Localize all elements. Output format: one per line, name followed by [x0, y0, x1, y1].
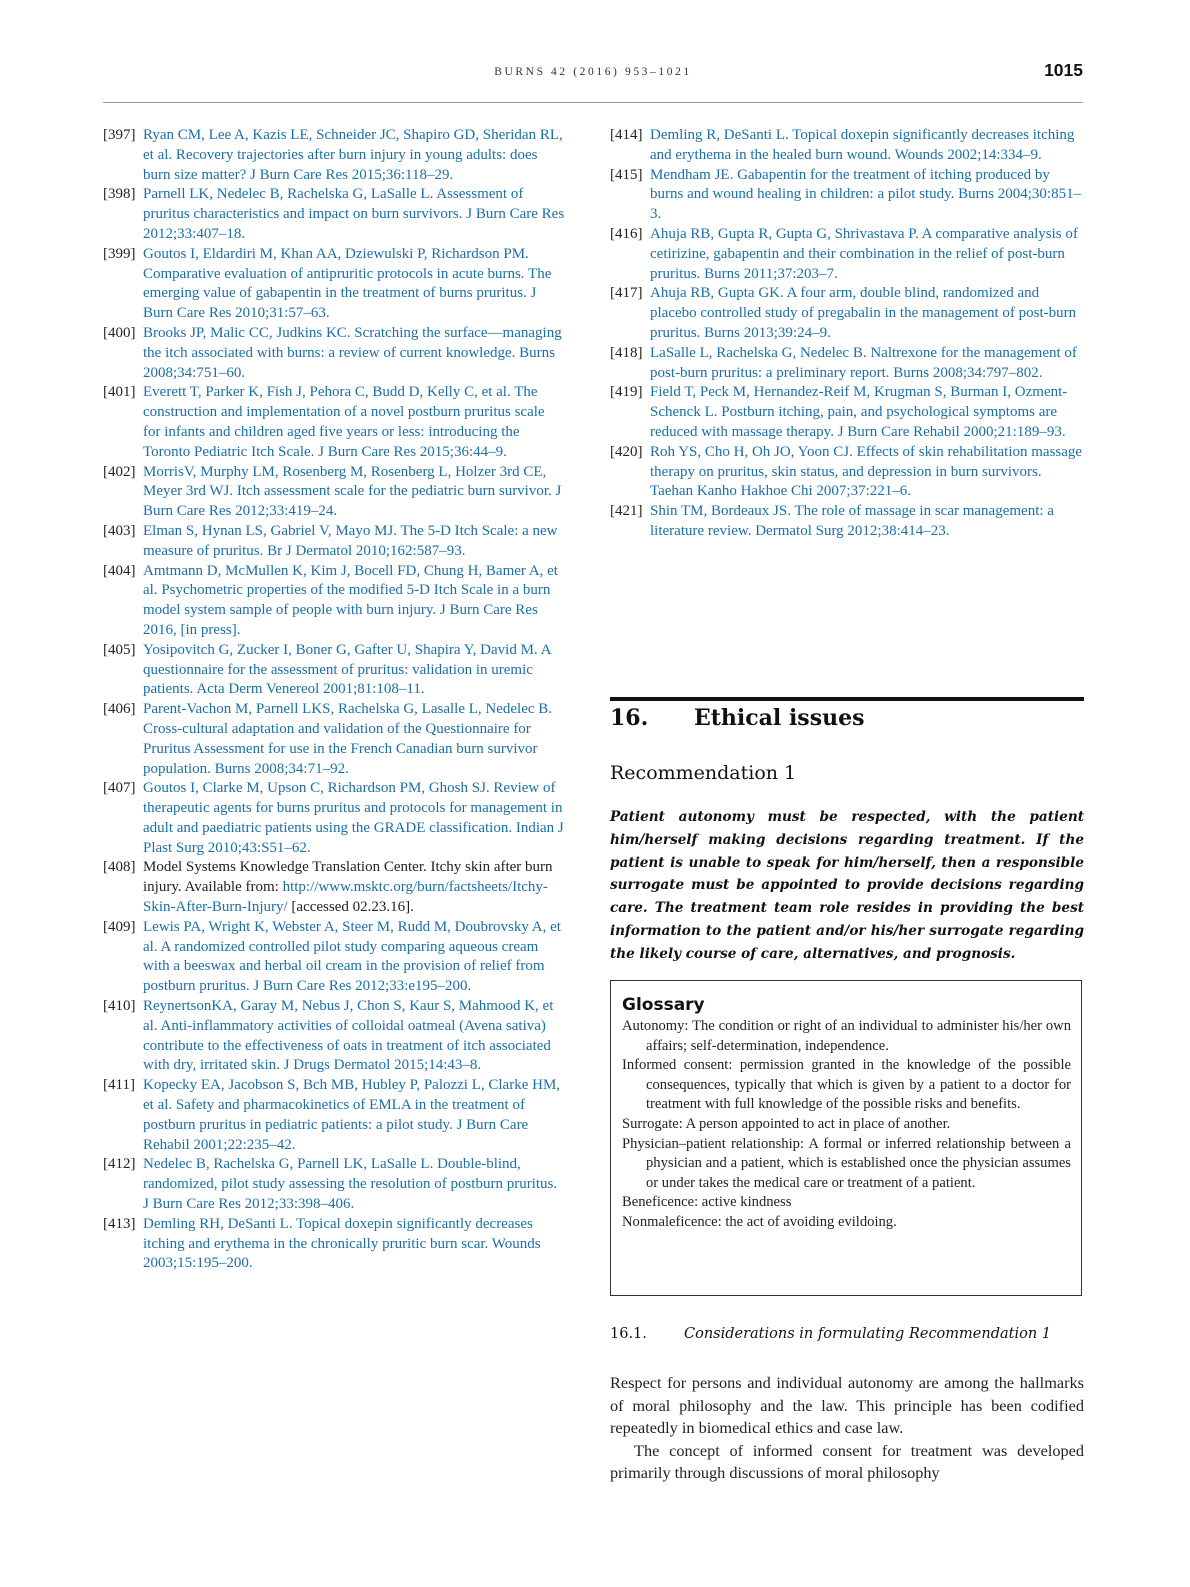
reference-item — [103, 700, 565, 779]
reference-text[interactable]: Nedelec B, Rachelska G, Parnell LK, LaSalle L. Double-blind, randomized, pilot study assessing the resolution of postburn pruritus. J Burn Care Res 2012;33:398–406. — [143, 1156, 558, 1213]
reference-item — [103, 562, 565, 641]
body-paragraph: Respect for persons and individual autonomy are among the hallmarks of moral philosophy and the law. This principle has been codified repeatedly in biomedical ethics and case law. — [610, 1373, 1084, 1437]
reference-text[interactable]: Elman S, Hynan LS, Gabriel V, Mayo MJ. The 5-D Itch Scale: a new measure of pruritus. Br J Dermatol 2010;162:587–93. — [143, 522, 558, 559]
reference-number: [401] — [103, 384, 136, 401]
reference-text[interactable]: Goutos I, Clarke M, Upson C, Richardson PM, Ghosh SJ. Review of therapeutic agents for burns pruritus and protocols for management in adult and paediatric patients using the GRADE classification. Indian J Plast Surg 2010;43:S51–62. — [143, 780, 564, 856]
reference-text[interactable]: LaSalle L, Rachelska G, Nedelec B. Naltrexone for the management of post-burn pruritus: a preliminary report. Burns 2008;34:797–802. — [650, 344, 1077, 381]
reference-item — [103, 463, 565, 522]
reference-item — [610, 383, 1084, 442]
glossary-entry: Nonmaleficence: the act of avoiding evildoing. — [622, 1213, 897, 1230]
subsection-title: Considerations in formulating Recommendation 1 — [684, 1326, 1052, 1342]
reference-number: [417] — [610, 285, 643, 302]
reference-number: [414] — [610, 127, 643, 143]
reference-text[interactable]: Mendham JE. Gabapentin for the treatment of itching produced by burns and wound healing in children: a pilot study. Burns 2004;30:851–3. — [650, 166, 1082, 223]
reference-number: [409] — [103, 918, 136, 935]
reference-number: [403] — [103, 522, 136, 539]
reference-text[interactable]: Field T, Peck M, Hernandez-Reif M, Krugman S, Burman I, Ozment-Schenck L. Postburn itching, pain, and psychological symptoms are reduced with massage therapy. J Burn Care Rehabil 2000;21:189–93. — [650, 384, 1068, 440]
reference-text[interactable]: Ahuja RB, Gupta R, Gupta G, Shrivastava P. A comparative analysis of cetirizine, gabapentin and their combination in the relief of post-burn pruritus. Burns 2011;37:203–7. — [650, 225, 1078, 282]
reference-item — [103, 383, 565, 462]
reference-number: [411] — [103, 1077, 135, 1094]
section-number: 16. — [610, 705, 649, 731]
reference-number: [418] — [610, 344, 643, 361]
reference-number: [397] — [103, 127, 136, 143]
reference-number: [410] — [103, 998, 136, 1015]
reference-number: [405] — [103, 641, 136, 658]
reference-text[interactable]: Parnell LK, Nedelec B, Rachelska G, LaSalle L. Assessment of pruritus characteristics and impact on burn survivors. J Burn Care Res 2012;33:407–18. — [143, 186, 565, 242]
reference-item — [103, 126, 565, 185]
reference-number: [416] — [610, 225, 643, 242]
reference-text[interactable]: Demling R, DeSanti L. Topical doxepin significantly decreases itching and erythema in the healed burn wound. Wounds 2002;14:334–9. — [650, 127, 1075, 163]
reference-text[interactable]: Lewis PA, Wright K, Webster A, Steer M, Rudd M, Doubrovsky A, et al. A randomized controlled pilot study comparing aqueous cream with a beeswax and herbal oil cream in the provision of relief from postburn pruritus. J Burn Care Res 2012;33:e195–200. — [143, 918, 561, 995]
glossary-box — [610, 980, 1082, 1296]
reference-item — [103, 918, 565, 997]
reference-text[interactable]: Goutos I, Eldardiri M, Khan AA, Dziewulski P, Richardson PM. Comparative evaluation of antipruritic protocols in acute burns. The emerging value of gabapentin in the treatment of burns pruritus. J Burn Care Res 2010;31:57–63. — [143, 245, 552, 322]
reference-text: Model Systems Knowledge Translation Center. Itchy skin after burn injury. Available from: — [143, 859, 553, 896]
reference-text[interactable]: Amtmann D, McMullen K, Kim J, Bocell FD, Chung H, Bamer A, et al. Psychometric properties of the modified 5-D Itch Scale in a burn model system sample of people with burn injury. J Burn Care Res 2016, [in press]. — [143, 562, 558, 638]
page-number: 1015 — [1044, 60, 1083, 80]
reference-text[interactable]: Everett T, Parker K, Fish J, Pehora C, Budd D, Kelly C, et al. The construction and implementation of a novel postburn pruritus scale for infants and children aged five years or less: introducing the Toronto Pediatric Itch Scale. J Burn Care Res 2015;36:44–9. — [143, 384, 545, 460]
journal-citation: BURNS 42 (2016) 953–1021 — [494, 66, 692, 78]
reference-text[interactable]: Shin TM, Bordeaux JS. The role of massage in scar management: a literature review. Dermatol Surg 2012;38:414–23. — [650, 503, 1054, 539]
reference-item — [610, 502, 1084, 542]
reference-item — [103, 522, 565, 562]
reference-list-right — [610, 126, 1084, 542]
glossary-entry: Informed consent: permission granted in the knowledge of the possible consequences, typically that which is given by a patient to a doctor for treatment with full knowledge of the possible risks and benefits. — [622, 1057, 1071, 1113]
glossary-entry: Physician–patient relationship: A formal or inferred relationship between a physician and a patient, which is established once the physician assumes or under takes the medical care or treatment of a patient. — [622, 1135, 1071, 1191]
reference-text[interactable]: MorrisV, Murphy LM, Rosenberg M, Rosenberg L, Holzer 3rd CE, Meyer 3rd WJ. Itch assessment scale for the pediatric burn survivor. J Burn Care Res 2012;33:419–24. — [143, 463, 562, 520]
reference-number: [400] — [103, 324, 136, 341]
reference-number: [413] — [103, 1215, 136, 1232]
reference-item — [610, 344, 1084, 384]
glossary-entry: Surrogate: A person appointed to act in place of another. — [622, 1115, 951, 1132]
reference-text[interactable]: Kopecky EA, Jacobson S, Bch MB, Hubley P, Palozzi L, Clarke HM, et al. Safety and pharmacokinetics of EMLA in the treatment of postburn pruritus in pediatric patients: a pilot study. J Burn Care Rehabil 2001;22:235–42. — [143, 1077, 561, 1153]
reference-text[interactable]: Demling RH, DeSanti L. Topical doxepin significantly decreases itching and erythema in the chronically pruritic burn scar. Wounds 2003;15:195–200. — [143, 1215, 541, 1272]
reference-text[interactable]: Brooks JP, Malic CC, Judkins KC. Scratching the surface—managing the itch associated with burns: a review of current knowledge. Burns 2008;34:751–60. — [143, 324, 562, 381]
reference-item — [103, 997, 565, 1076]
reference-item — [103, 245, 565, 324]
reference-text[interactable]: Parent-Vachon M, Parnell LKS, Rachelska G, Lasalle L, Nedelec B. Cross-cultural adaptation and validation of the Questionnaire for Pruritus Assessment for use in the French Canadian burn survivor population. Burns 2008;34:71–92. — [143, 701, 553, 777]
reference-number: [402] — [103, 463, 136, 480]
section-heading — [610, 705, 864, 731]
reference-item — [103, 641, 565, 700]
section-title: Ethical issues — [694, 705, 865, 731]
reference-text[interactable]: ReynertsonKA, Garay M, Nebus J, Chon S, Kaur S, Mahmood K, et al. Anti-inflammatory activities of colloidal oatmeal (Avena sativa) contribute to the effectiveness of oats in treatment of itch associated with dry, irritated skin. J Drugs Dermatol 2015;14:43–8. — [143, 998, 554, 1074]
reference-item — [103, 779, 565, 858]
reference-number: [407] — [103, 780, 136, 797]
reference-access-note: [accessed 02.23.16]. — [287, 899, 414, 916]
reference-number: [420] — [610, 443, 643, 460]
glossary-entry: Beneficence: active kindness — [622, 1194, 792, 1211]
running-header — [103, 58, 1083, 103]
reference-number: [415] — [610, 166, 643, 183]
reference-text[interactable]: Ryan CM, Lee A, Kazis LE, Schneider JC, Shapiro GD, Sheridan RL, et al. Recovery trajectories after burn injury in young adults: does burn size matter? J Burn Care Res 2015;36:118–29. — [143, 127, 563, 183]
recommendation-title: Recommendation 1 — [610, 762, 797, 784]
body-text — [610, 1372, 1084, 1485]
reference-item — [610, 126, 1084, 166]
reference-number: [404] — [103, 562, 136, 579]
reference-item — [103, 1215, 565, 1274]
reference-item — [610, 443, 1084, 502]
reference-number: [412] — [103, 1156, 136, 1173]
reference-item — [103, 185, 565, 244]
reference-item — [610, 225, 1084, 284]
reference-text[interactable]: Ahuja RB, Gupta GK. A four arm, double blind, randomized and placebo controlled study of pregabalin in the management of post-burn pruritus. Burns 2013;39:24–9. — [650, 285, 1077, 341]
reference-number: [406] — [103, 701, 136, 718]
glossary-title: Glossary — [622, 995, 705, 1015]
reference-text[interactable]: Roh YS, Cho H, Oh JO, Yoon CJ. Effects of skin rehabilitation massage therapy on pruritus, skin status, and depression in burn survivors. Taehan Kanho Hakhoe Chi 2007;37:221–6. — [650, 443, 1083, 500]
reference-link[interactable]: http://www.msktc.org/burn/factsheets/Itchy-Skin-After-Burn-Injury/ — [143, 879, 548, 916]
reference-item — [103, 1155, 565, 1214]
reference-number: [421] — [610, 503, 643, 520]
reference-number: [408] — [103, 859, 136, 876]
reference-item — [610, 284, 1084, 343]
reference-text[interactable]: Yosipovitch G, Zucker I, Boner G, Gafter U, Shapira Y, David M. A questionnaire for the assessment of pruritus: validation in uremic patients. Acta Derm Venereol 2001;81:108–11. — [143, 641, 551, 698]
reference-item — [610, 166, 1084, 225]
reference-number: [419] — [610, 384, 643, 401]
subsection-heading — [610, 1326, 1084, 1342]
reference-item — [103, 858, 565, 917]
subsection-number: 16.1. — [610, 1326, 647, 1342]
reference-list-left — [103, 126, 565, 1274]
reference-number: [399] — [103, 245, 136, 262]
section-divider — [610, 697, 1084, 701]
glossary-entry: Autonomy: The condition or right of an individual to administer his/her own affairs; self-determination, independence. — [622, 1018, 1071, 1054]
reference-item — [103, 1076, 565, 1155]
recommendation-text: Patient autonomy must be respected, with the patient him/herself making decisions regarding treatment. If the patient is unable to speak for him/herself, then a responsible surrogate must be appointed to provide decisions regarding care. The treatment team role resides in providing the best information to the patient and/or his/her surrogate regarding the likely course of care, alternatives, and prognosis. — [610, 809, 1084, 962]
reference-item — [103, 324, 565, 383]
body-paragraph: The concept of informed consent for treatment was developed primarily through discussions of moral philosophy — [610, 1440, 1084, 1482]
reference-number: [398] — [103, 186, 136, 203]
